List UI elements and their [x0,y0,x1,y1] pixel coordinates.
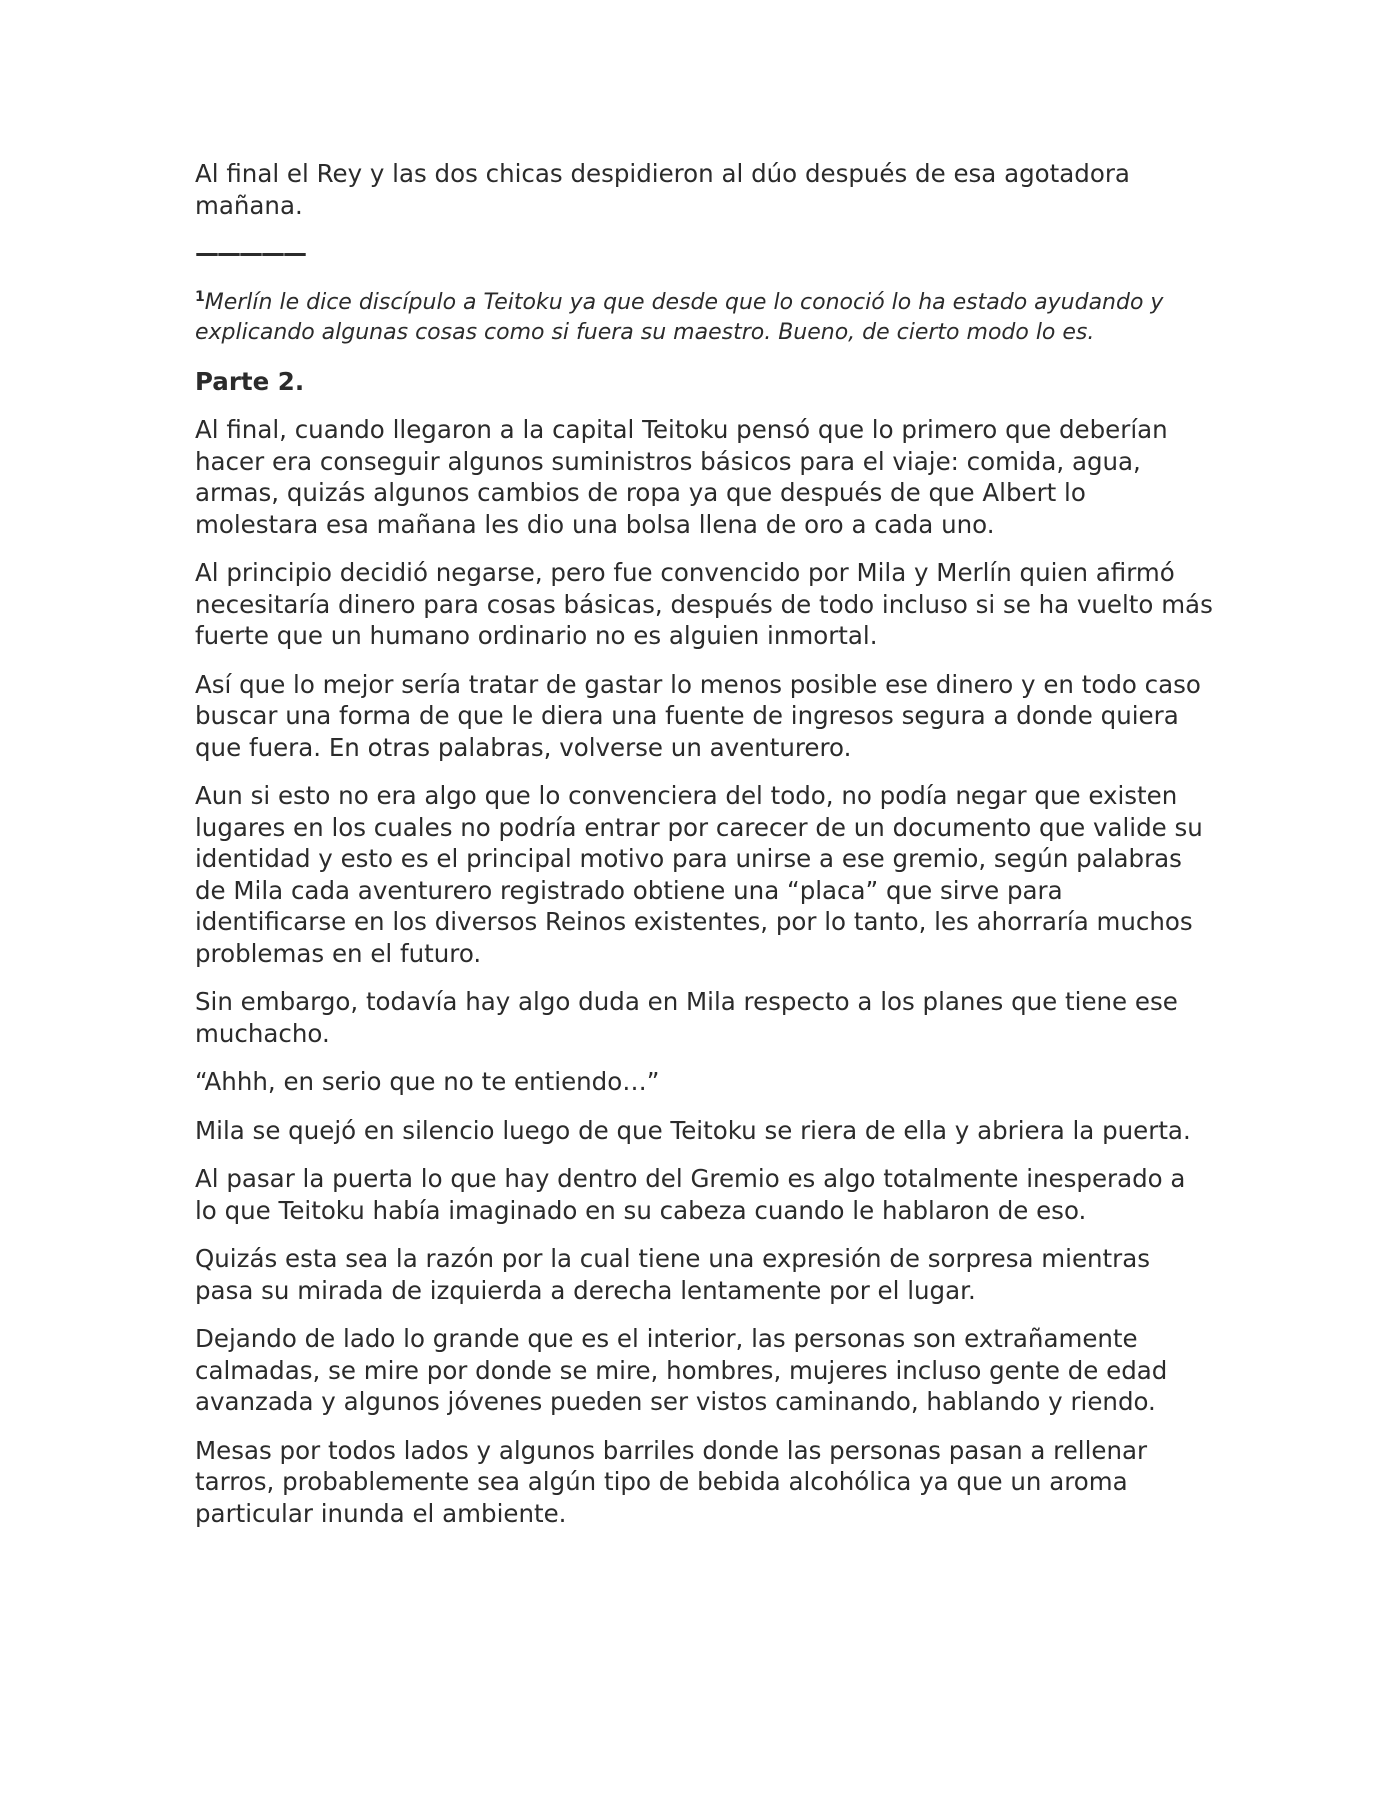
footnote-marker: 1 [195,289,205,305]
footnote-text: Merlín le dice discípulo a Teitoku ya que desde que lo conoció lo ha estado ayudando y explicando algunas cosas como si fuera su maestro. Bueno, de cierto modo lo es. [195,290,1164,345]
paragraph: Al principio decidió negarse, pero fue convencido por Mila y Merlín quien afirmó necesitaría dinero para cosas básicas, después de todo incluso si se ha vuelto más fuerte que un humano ordinario no es alguien inmortal. [195,558,1213,650]
section-heading: Parte 2. [195,367,305,396]
paragraph: Aun si esto no era algo que lo convenciera del todo, no podía negar que existen lugares en los cuales no podría entrar por carecer de un documento que valide su identidad y esto es el principal motivo para unirse a ese gremio, según palabras de Mila cada aventurero registrado obtiene una “placa” que sirve para identificarse en los diversos Reinos existentes, por lo tanto, les ahorraría muchos problemas en el futuro. [195,781,1203,968]
paragraph: Mila se quejó en silencio luego de que Teitoku se riera de ella y abriera la puerta. [195,1115,1191,1145]
document-page [195,158,1215,1546]
paragraph: Sin embargo, todavía hay algo duda en Mila respecto a los planes que tiene ese muchacho. [195,987,1178,1048]
paragraph: Al pasar la puerta lo que hay dentro del Gremio es algo totalmente inesperado a lo que Teitoku había imaginado en su cabeza cuando le hablaron de eso. [195,1164,1186,1225]
paragraph: Al final, cuando llegaron a la capital Teitoku pensó que lo primero que deberían hacer era conseguir algunos suministros básicos para el viaje: comida, agua, armas, quizás algunos cambios de ropa ya que después de que Albert lo molestara esa mañana les dio una bolsa llena de oro a cada uno. [195,415,1168,539]
section-divider: ————— [195,239,305,267]
paragraph: Mesas por todos lados y algunos barriles donde las personas pasan a rellenar tarros, probablemente sea algún tipo de bebida alcohólica ya que un aroma particular inunda el ambiente. [195,1435,1148,1528]
paragraph: Así que lo mejor sería tratar de gastar lo menos posible ese dinero y en todo caso buscar una forma de que le diera una fuente de ingresos segura a donde quiera que fuera. En otras palabras, volverse un aventurero. [195,669,1201,762]
paragraph: Quizás esta sea la razón por la cual tiene una expresión de sorpresa mientras pasa su mirada de izquierda a derecha lentamente por el lugar. [195,1244,1151,1305]
paragraph: Dejando de lado lo grande que es el interior, las personas son extrañamente calmadas, se mire por donde se mire, hombres, mujeres incluso gente de edad avanzada y algunos jóvenes pueden ser vistos caminando, hablando y riendo. [195,1324,1168,1416]
footnote [195,288,1215,348]
paragraph: Al final el Rey y las dos chicas despidieron al dúo después de esa agotadora mañana. [195,159,1130,220]
dialogue-line: “Ahhh, en serio que no te entiendo…” [195,1067,660,1096]
